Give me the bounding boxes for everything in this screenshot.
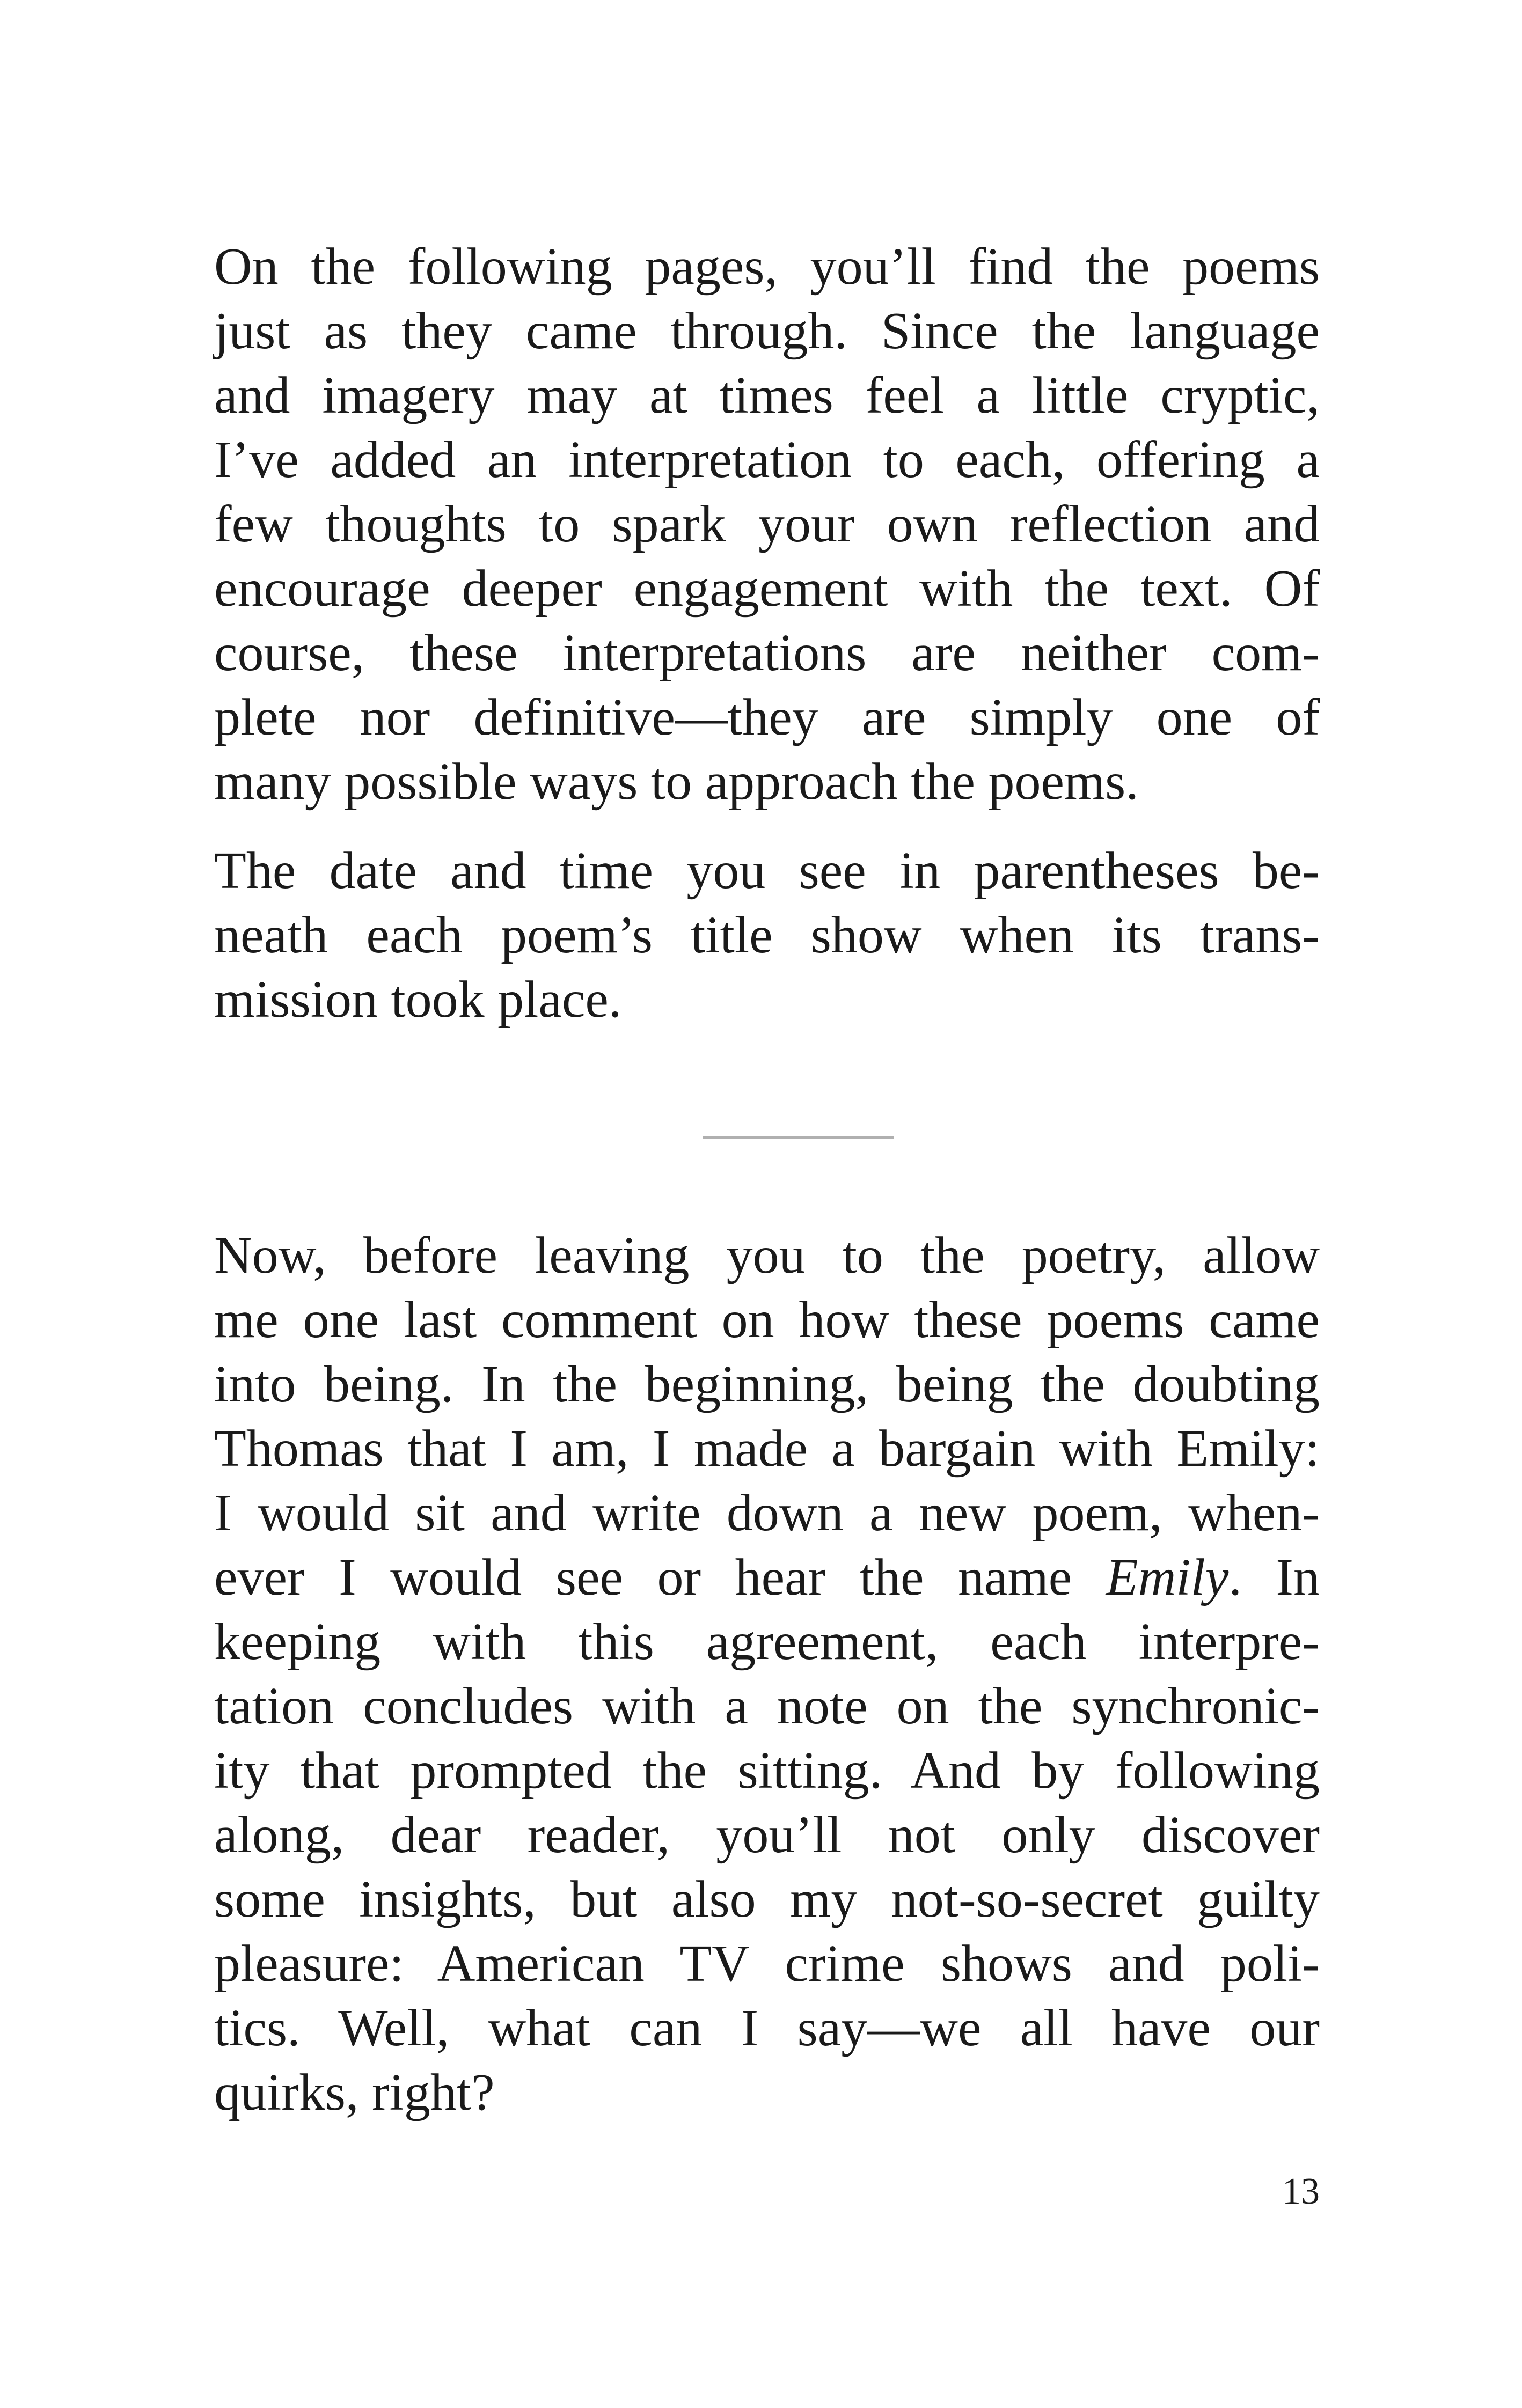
text-line: course, these interpretations are neither com- bbox=[214, 624, 1320, 682]
text-line: keeping with this agreement, each interpre- bbox=[214, 1613, 1320, 1671]
section-divider bbox=[703, 1136, 894, 1139]
text-line: ity that prompted the sitting. And by following bbox=[214, 1742, 1320, 1800]
text-line bbox=[214, 1545, 1320, 1610]
text-line: Now, before leaving you to the poetry, allow bbox=[214, 1227, 1320, 1284]
text-line: quirks, right? bbox=[214, 2064, 495, 2121]
text-line: into being. In the beginning, being the doubting bbox=[214, 1355, 1320, 1413]
text-line: tics. Well, what can I say—we all have our bbox=[214, 1999, 1320, 2057]
text-line: pleasure: American TV crime shows and poli- bbox=[214, 1935, 1320, 1993]
text-segment: ever I would see or hear the name bbox=[214, 1548, 1106, 1606]
text-line: encourage deeper engagement with the text. Of bbox=[214, 560, 1320, 618]
text-line: and imagery may at times feel a little cryptic, bbox=[214, 366, 1320, 424]
text-line: I would sit and write down a new poem, when- bbox=[214, 1484, 1320, 1542]
text-line: me one last comment on how these poems came bbox=[214, 1291, 1320, 1349]
text-line: On the following pages, you’ll find the poems bbox=[214, 238, 1320, 296]
text-line: few thoughts to spark your own reflection and bbox=[214, 495, 1320, 553]
text-line: I’ve added an interpretation to each, offering a bbox=[214, 431, 1320, 489]
text-line: mission took place. bbox=[214, 971, 622, 1029]
text-line: The date and time you see in parentheses be- bbox=[214, 842, 1320, 900]
text-segment: . In bbox=[1228, 1548, 1320, 1606]
text-line: neath each poem’s title show when its trans- bbox=[214, 906, 1320, 964]
text-line: along, dear reader, you’ll not only discover bbox=[214, 1806, 1320, 1864]
text-line: some insights, but also my not-so-secret guilty bbox=[214, 1870, 1320, 1928]
text-line: tation concludes with a note on the synchronic- bbox=[214, 1677, 1320, 1735]
italic-name: Emily bbox=[1106, 1548, 1229, 1606]
text-line: plete nor definitive—they are simply one of bbox=[214, 688, 1320, 746]
text-line: just as they came through. Since the language bbox=[214, 302, 1320, 360]
text-line: Thomas that I am, I made a bargain with Emily: bbox=[214, 1420, 1320, 1478]
text-line: many possible ways to approach the poems. bbox=[214, 753, 1139, 811]
page-number: 13 bbox=[1282, 2171, 1320, 2212]
